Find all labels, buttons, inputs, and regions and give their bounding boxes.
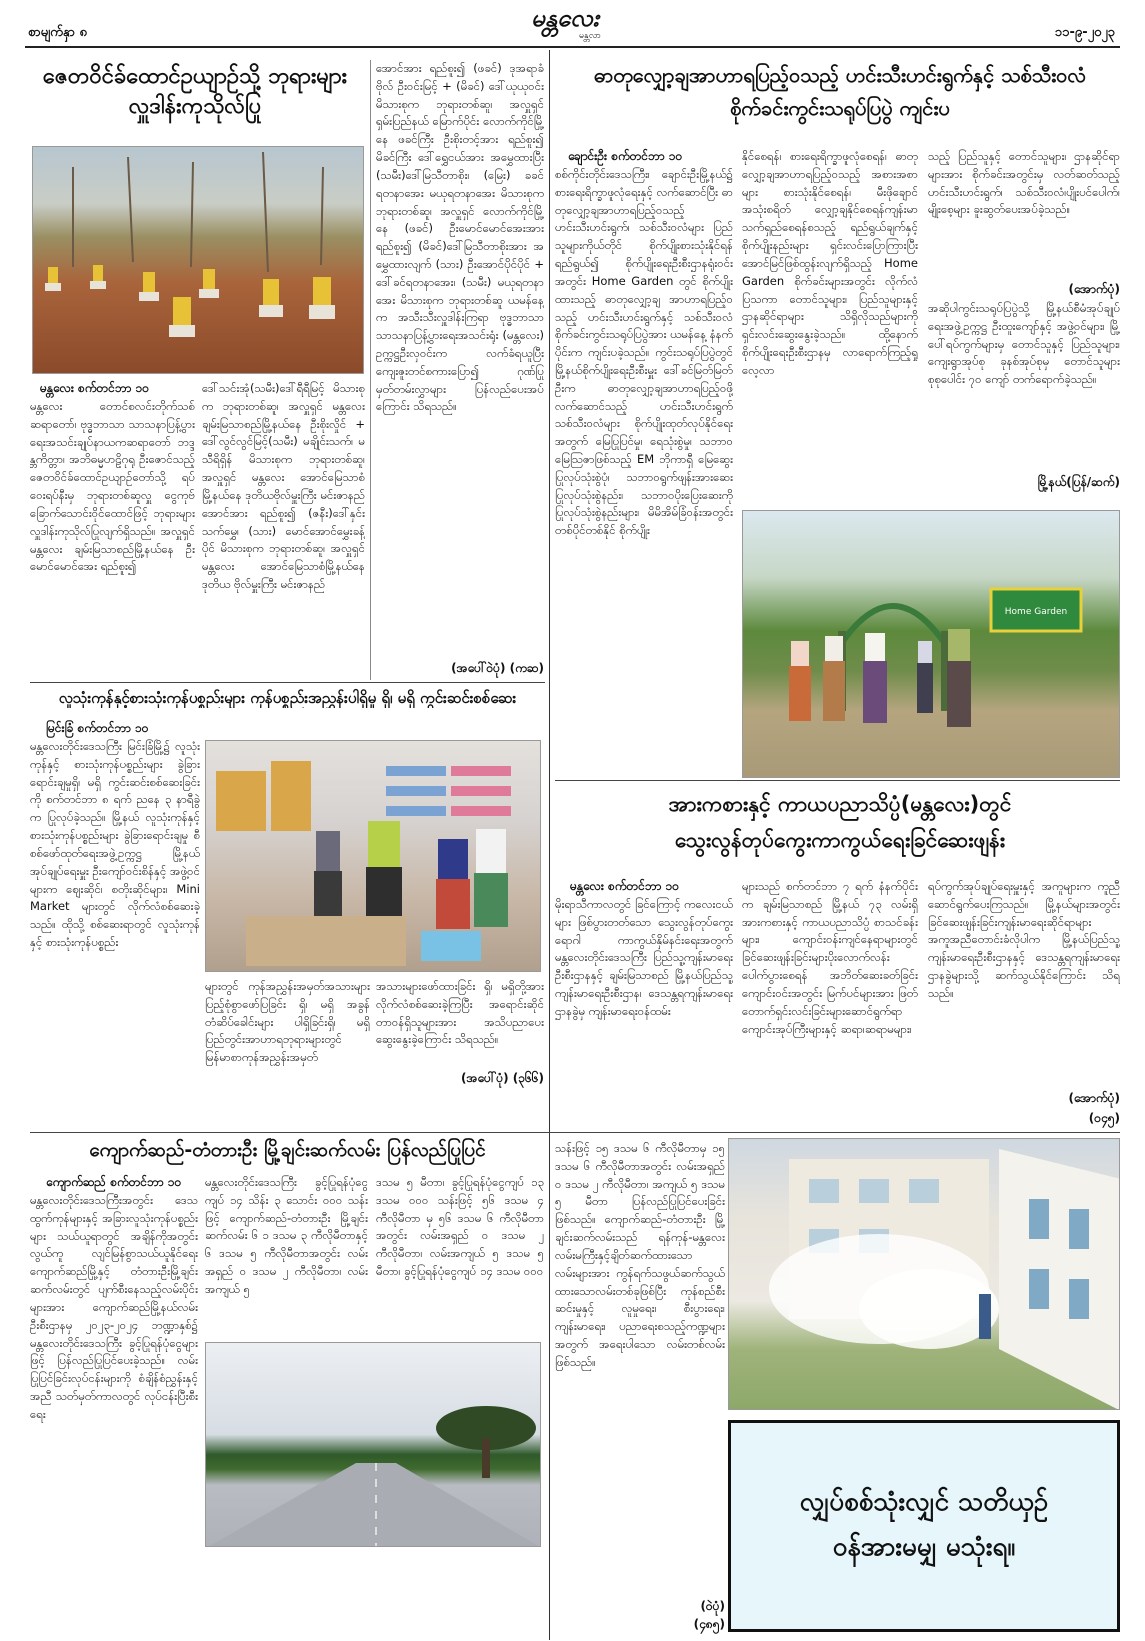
article5-credit: (ဝဲပုံ) [700, 1599, 725, 1613]
article3-credit: (အပေါ်ပုံ) (၃၆၆) [461, 1071, 544, 1085]
article1-credit: (အပေါ်ဝဲပုံ) (ကဆ) [451, 661, 544, 675]
notice-line2: ဝန်အားမမျှ မသုံးရ။ [832, 1532, 1016, 1562]
header-rule [25, 46, 1120, 48]
article2-headline-line1: ဓာတုလျှော့ချအာဟာရပြည့်ဝသည့် ဟင်းသီးဟင်းရွက်နှင့် သစ်သီးဝလံ [593, 63, 1087, 87]
notice-line1: လျှပ်စစ်သုံးလျှင် သတိယှဉ် [799, 1487, 1049, 1517]
masthead-subtitle: မန္တလာ [579, 31, 601, 41]
garden-sign-text: Home Garden [1004, 607, 1068, 617]
home-garden-photo [742, 510, 1120, 778]
article2-column3b: အဆိုပါကွင်းသရုပ်ပြပွဲသို့ မြို့နယ်စီမံအုပ်ချုပ်ရေးအဖွဲ့ဥက္ကဋ္ဌ ဦးထူးကျော်နှင့် အဖွဲ့ဝင်များ၊ မြို့ပေါ်ရပ်ကွက်များမှ တောင်သူနှင့် ပြည်သူများ၊ ကျေးရွာအုပ်စု ခုနစ်အုပ်စုမှ တောင်သူများ စုစုပေါင်း ၇၀ ကျော် တက်ရောက်ခဲ့သည်။ [928, 301, 1120, 387]
article4-code: (၀၄၅) [1088, 1111, 1120, 1125]
article1-headline: ဇေတဝိင်ခ်ထောင်ဥယျာဉ်သို့ ဘုရားများ လှူဒါန်းကုသိုလ်ပြု [42, 64, 348, 119]
article4-headline-line2: သွေးလွန်တုပ်ကွေးကာကွယ်ရေးခြင်ဆေးဖျန်း [674, 828, 1006, 852]
road-photo-art [206, 1343, 541, 1547]
article5-byline: ကျောက်ဆည် စက်တင်ဘာ ၁၀ [46, 1175, 182, 1189]
fogging-photo [728, 1138, 1120, 1410]
article3-column2: များတွင် ကုန်အညွှန်းအမှတ်အသားများ ပြည့်စုံစွာဖော်ပြခြင်း ရှိ၊ မရှိ အခွန်တံဆိပ်ခေါင်းများ ပါရှိခြင်းရှိ၊ မရှိ ပြည်တွင်းအာဟာရဘုရားများတွင် မြန်မာစာကုန်အညွှန်းအမှတ် [205, 979, 370, 1065]
article5-code: (၄၈၅) [693, 1617, 725, 1631]
article3-column3: အသားများဖော်ထားခြင်း ရှိ၊ မရှိတို့အား လိုက်လံစစ်ဆေးခဲ့ကြပြီး အရောင်းဆိုင်တာဝန်ရှိသူများအား အသိပညာပေးဆွေးနွေးခဲ့ကြောင်း သိရသည်။ [376, 979, 544, 1047]
article3-column1: မန္တလေးတိုင်းဒေသကြီး မြင်းခြံမြို့၌ လူသုံးကုန်နှင့် စားသုံးကုန်ပစ္စည်းများ ခွဲခြားရောင်းချမှုရှိ၊ မရှိ ကွင်းဆင်းစစ်ဆေးခြင်းကို စက်တင်ဘာ ၈ ရက် ညနေ ၃ နာရီခွဲက ပြုလုပ်ခဲ့သည်။ မြို့နယ် လူသုံးကုန်နှင့် စားသုံးကုန်ပစ္စည်းများ ခွဲခြားရောင်းချမှု စီစစ်ဖော်ထုတ်ရေးအဖွဲ့ဥက္ကဋ္ဌ မြို့နယ်အုပ်ချုပ်ရေးမှူး ဦးကျော်ဝင်းစိန်နှင့် အဖွဲ့ဝင်များက ဈေးဆိုင်၊ စတိုးဆိုင်များ၊ Mini Market များတွင် လိုက်လံစစ်ဆေးခဲ့သည်။ ထိုသို့ စစ်ဆေးရာတွင် လူသုံးကုန်နှင့် စားသုံးကုန်ပစ္စည်း [30, 739, 200, 949]
pagoda-photo-art [33, 147, 364, 374]
page-number: စာမျက်နှာ ၈ [28, 25, 87, 40]
article-divider-3 [30, 1132, 1120, 1133]
col-rule-1 [370, 60, 371, 680]
fogging-photo-art [729, 1139, 1120, 1410]
article5-column2: မန္တလေးတိုင်းဒေသကြီး ခွင့်ပြုရန်ပုံငွေကျပ် ၁၄ သိန်း ၃ သောင်း ၀၀၀ သန်းဖြင့် ကျောက်ဆည်-တံတားဦး မြို့ချင်းဆက်လမ်း ၆ ၁ ဒသမ ၃ ကီလိုမီတာနှင့် ၆ ဒသမ ၅ ကီလိုမီတာအတွင်း လမ်းအရှည် ၀ ဒသမ ၂ ကီလိုမီတာ၊ လမ်း အကျယ် ၅ [205, 1175, 368, 1296]
article3-byline: မြင်းခြံ စက်တင်ဘာ ၁၀ [46, 721, 149, 735]
article4-byline: မန္တလေး စက်တင်ဘာ ၁၀ [570, 879, 680, 893]
article5-column1: မန္တလေးတိုင်းဒေသကြီးအတွင်း ဒေသထွက်ကုန်များနှင့် အခြားလူသုံးကုန်ပစ္စည်းများ သယ်ယူရာတွင် အချိန်ကိုအတွင်း လွယ်ကူ လျင်မြန်စွာသယ်ယူနိုင်ရေး ကျောက်ဆည်မြို့နှင့် တံတားဦးမြို့ချင်းဆက်လမ်းတွင် ပျက်စီးနေသည့်လမ်းပိုင်းများအား ကျောက်ဆည်မြို့နယ်လမ်းဦးစီးဌာနမှ ၂၀၂၃-၂၀၂၄ ဘဏ္ဍာနှစ်၌ မန္တလေးတိုင်းဒေသကြီး ခွင့်ပြုရန်ပုံငွေများဖြင့် ပြန်လည်ပြုပြင်ပေးခဲ့သည်။ လမ်းပြုပြင်ခြင်းလုပ်ငန်းများကို စံချိန်စံညွှန်းနှင့်အညီ သတ်မှတ်ကာလတွင် လုပ်ငန်းပြီးစီးရေး [30, 1193, 198, 1421]
store-inspection-photo [205, 740, 541, 972]
article-divider-2 [555, 780, 1120, 781]
masthead-title: မန္တလေး [531, 4, 599, 32]
col-rule-2 [549, 50, 550, 1640]
article1-column3: အောင်အား ရည်စူး၍ (ဖခင်) ဒုအရာခံဗိုလ် ဦးဝင်းမြင့် + (မိခင်) ဒေါ်ယုယုဝင်း မိသားစုက ဘုရားတစ်ဆူ၊ အလှူရှင် ရှမ်းပြည်နယ် မြောက်ပိုင်း လောက်ကိုင်မြို့နေ ဖခင်ကြီး ဦးစိုးတင့်အား ရည်စူး၍ မိခင်ကြီး ဒေါ်ရွှေငယ်အား အမွှေထားပြီး (သမီး)ဒေါ်မြသီတာစိုး၊ (မြေး) ခခင်ရတနာအေး မယုရတနာအေး မိသားစုက ဘုရားတစ်ဆူ၊ အလှူရှင် လောက်ကိုင်မြို့နေ (ဖခင်) ဦးမောင်မောင်အေးအား ရည်စူး၍ (မိခင်)ဒေါ်မြသီတာစိုးအား အမွှေထားလျက် (သား) ဦးအောင်ပိုင်ပိုင် + ဒေါ်ခင်ရတနာအေး၊ (သမီး) မယုရတနာအေး မိသားစုက ဘုရားတစ်ဆူ ယမန်နေ့က အသီးသီးလှူဒါန်းကြရာ ဗုဒ္ဓဘာသာသာသနာပြန့်ပွားရေးအသင်းရုံး (မန္တလေး) ဥက္ကဋ္ဌဦးလှဝင်းက လက်ခံရယူပြီး ကျေးဇူးတင်စကားပြော၍ ဂုဏ်ပြုမှတ်တမ်းလွှာများ ပြန်လည်ပေးအပ်ကြောင်း သိရသည်။ [376, 61, 544, 414]
article1-column2: ဒေါ်သင်းအုံ(သမီး)ဒေါ်ရီရီမြင့် မိသားစုက ဘုရားတစ်ဆူ၊ အလှူရှင် မန္တလေး ချမ်းမြသာစည်မြို့နယ်နေ ဦးစိုးလှိုင် + ဒေါ်လွင်လွင်မြင့်(သမီး) မချိုင်းသက်၊ မသီရိရှိန် မိသားစုက ဘုရားတစ်ဆူ၊ အလှူရှင် မန္တလေး အောင်မြေသာစံမြို့နယ်နေ ဒုတိယဗိုလ်မှူးကြီး မင်းဇာနည်အောင်အား ရည်စူး၍ (ဇနီး)ဒေါ်နှင်းသက်မွှေ၊ (သား) မောင်အောင်မွှေးခန့်ပိုင် မိသားစုက ဘုရားတစ်ဆူ၊ အလှူရှင် မန္တလေး အောင်မြေသာစံမြို့နယ်နေ ဒုတိယ ဗိုလ်မှူးကြီး မင်းဇာနည် [202, 381, 365, 591]
masthead [500, 6, 630, 43]
article2-column1: စစ်ကိုင်းတိုင်းဒေသကြီး၊ ချောင်းဦးမြို့နယ်၌ စားရေးရိက္ခာဖူလုံရေးနှင့် လက်ဆောင်ပြီး ဓာတုလျှော့ချအာဟာရပြည့်ဝသည့် ဟင်းသီးဟင်းရွက်၊ သစ်သီးဝလံများ ပြည်သူများကိုယ်တိုင် စိုက်ပျိုးစားသုံးနိုင်ရန် ရည်ရွယ်၍ စိုက်ပျိုးရေးဦးစီးဌာနရုံးဝင်းအတွင်း Home Garden တွင် စိုက်ပျိုးထားသည့် ဓာတုလျှော့ချ အာဟာရပြည့်ဝသည့် ဟင်းသီးဟင်းရွက်နှင့် သစ်သီးဝလံစိုက်ခင်းကွင်းသရုပ်ပြပွဲအား ယမန်နေ့ နံနက်ပိုင်းက ကျင်းပခဲ့သည်။ ကွင်းသရုပ်ပြပွဲတွင် မြို့နယ်စိုက်ပျိုးရေးဦးစီးမှူး ဒေါ်ခင်မြတ်မြတ်ဦးက ဓာတုလျှော့ချအာဟာရပြည့်ဝဖို့ လက်ဆောင်သည့် ဟင်းသီးဟင်းရွက်သစ်သီးဝလံများ စိုက်ပျိုးထုတ်လုပ်နိုင်ရေးအတွက် မြေပြုပြင်မှု၊ ရေသုံးစွဲမှု၊ သဘာဝမြေဩဇာဖြစ်သည့် EM ဘိုကာရှီ မြေဆွေးပြုလုပ်သုံးစွဲပုံ၊ သဘာဝရွက်ဖျန်းအားဆေး ပြုလုပ်သုံးစွဲနည်း၊ သဘာဝပိုးပြေးဆေးကို ပြုလုပ်သုံးစွဲနည်းများ၊ မိမိအိမ်ခြံဝန်းအတွင်း တစ်ပိုင်တစ်နိုင် စိုက်ပျိုး [555, 167, 733, 538]
article4-headline-line1: အားကစားနှင့် ကာယပညာသိပ္ပံ(မန္တလေး)တွင် [668, 792, 1012, 816]
article2-column2: နိုင်စေရန်၊ စားရေးရိက္ခာဖူလုံစေရန်၊ ဓာတုလျှော့ချအာဟာရပြည့်ဝသည့် အစားအစာများ စားသုံးနိုင်စေရန်၊ မီးဖိုချောင်အသုံးစရိတ် လျှော့ချနိုင်စေရန်ကျန်းမာသက်ရှည်စေရန်စသည့် ရည်ရွယ်ချက်နှင့် စိုက်ပျိုးနည်းများ ရှင်းလင်းပြောကြားပြီး အောင်မြင်ဖြစ်ထွန်းလျက်ရှိသည့် Home Garden စိုက်ခင်းများအတွင်း လိုက်လံပြသကာ တောင်သူများ၊ ပြည်သူများနှင့် ဌာနဆိုင်ရာများ သိရှိလိုသည်များကို ရှင်းလင်းဆွေးနွေးခဲ့သည်။ ထို့နောက် စိုက်ပျိုးရေးဦးစီးဌာနမှ လာရောက်ကြည့်ရှုလေ့လာ [742, 149, 918, 377]
article1-byline: မန္တလေး စက်တင်ဘာ ၁၀ [40, 381, 150, 395]
electricity-safety-notice [728, 1420, 1120, 1632]
article4-credit: (အောက်ပုံ) [1068, 1091, 1120, 1105]
article5-column3: ဒသမ ၅ မီတာ၊ ခွင့်ပြုရန်ပုံငွေကျပ် ၁၃ ဒသမ ၀၀၀ သန်းဖြင့် ၅၆ ဒသမ ၄ ကီလိုမီတာ မှ ၅၆ ဒသမ ၆ ကီလိုမီတာအတွင်း လမ်းအရှည် ၀ ဒသမ ၂ ကီလိုမီတာ၊ လမ်းအကျယ် ၅ ဒသမ ၅ မီတာ၊ ခွင့်ပြုရန်ပုံငွေကျပ် ၁၄ ဒသမ ၀၀၀ [376, 1175, 544, 1279]
article2-headline-line2: စိုက်ခင်းကွင်းသရုပ်ပြပွဲ ကျင်းပ [730, 96, 950, 120]
article1-column1: မန္တလေး တောင်စလင်းတိုက်သစ်ဆရာတော်၊ ဗုဒ္ဓဘာသာ သာသနာပြန့်ပွားရေးအသင်းချုပ်နာယကဆရာတော် ဘဒ္ဒန္တကိတ္တာ၊ အဘိဓမ္မပာဠိဂုရု ဦးဇောင်သည့် ဇေတဝိင်ခ်ထောင်ဥယျာဉ်တော်သို့ ရပ်ဝေးရပ်နီးမှ ဘုရားတစ်ဆူလှူ ငွေကုဗ်ခြောက်သောင်းဝိုင်ထောင်ဖြင့် ဘုရားများ လှူဒါန်းကုသိုလ်ပြုလျက်ရှိသည်။ အလှူရှင် မန္တလေး ချမ်းမြသာစည်မြို့နယ်နေ ဦးမောင်မောင်အေး ရည်စူး၍ [30, 399, 195, 574]
article5-headline: ကျောက်ဆည်-တံတားဦး မြို့ချင်းဆက်လမ်း ပြန်လည်ပြုပြင် [89, 1139, 486, 1161]
article4-column3: ရပ်ကွက်အုပ်ချုပ်ရေးမှူးနှင့် အကူများက ကူညီဆောင်ရွက်ပေးကြသည်။ မြို့နယ်များအတွင်း ခြင်ဆေးဖျန်းခြင်းကျန်းမာရေးဆိုင်ရာများ အကူအညီတောင်းခံလိုပါက မြို့နယ်ပြည်သူ့ကျန်းမာရေးဦးစီးဌာနနှင့် ဒေသန္တရကျန်းမာရေးဌာနခွဲများသို့ ဆက်သွယ်နိုင်ကြောင်း သိရသည်။ [928, 879, 1120, 1000]
issue-date: ၁၁-၉-၂၀၂၃ [1054, 25, 1115, 40]
store-inspection-photo-art [206, 741, 541, 972]
article2-column3: သည့် ပြည်သူနှင့် တောင်သူများ၊ ဌာနဆိုင်ရာများအား စိုက်ခင်းအတွင်းမှ လတ်ဆတ်သည့် ဟင်းသီးဟင်းရွက်၊ သစ်သီးဝလံ၊ပျိုးပင်ပေါက်၊ မျိုးစေ့များ ခူးဆွတ်ပေးအပ်ခဲ့သည်။ [928, 149, 1120, 217]
home-garden-photo-art [743, 511, 1120, 778]
article4-column2: များသည် စက်တင်ဘာ ၇ ရက် နံနက်ပိုင်းက ချမ်းမြသာစည် မြို့နယ် ၇၃ လမ်းရှိ အားကစားနှင့် ကာယပညာသိပ္ပံ စာသင်ခန်းများ၊ ကျောင်းဝန်းကျင်နေရာများတွင် ခြင်ဆေးဖျန်းခြင်းများပိုးလောက်လန်းပေါက်ပွားစေရန် အဘိတ်ဆေးခတ်ခြင်းကျောင်းဝင်းအတွင်း မြက်ပင်များအား ဖြတ်တောက်ရှင်းလင်းခြင်းများဆောင်ရွက်ရာ ကျောင်းအုပ်ကြီးများနှင့် ဆရာ၊ဆရာမများ၊ [742, 879, 918, 1036]
article-divider-1 [30, 682, 545, 683]
article4-column1: မိုးရာသီကာလတွင် ခြင်ကြောင့် ကလေးငယ်များ ဖြစ်ပွားတတ်သော သွေးလွန်တုပ်ကွေးရောဂါ ကာကွယ်နှိမ်နင်းရေးအတွက် မန္တလေးတိုင်းဒေသကြီး ပြည်သူ့ကျန်းမာရေးဦးစီးဌာနနှင့် ချမ်းမြသာစည် မြို့နယ်ပြည်သူ့ကျန်းမာရေးဦးစီးဌာန၊ ဒေသန္တရကျန်းမာရေးဌာနခွဲမှ ကျန်းမာရေးဝန်ထမ်း [555, 897, 733, 1018]
article3-headline: လူသုံးကုန်နှင့်စားသုံးကုန်ပစ္စည်းများ ကုန်ပစ္စည်းအညွှန်းပါရှိမှု ရှိ၊ မရှိ ကွင်းဆင်းစစ်ဆေး [58, 689, 517, 707]
article2-byline: ချောင်းဦး စက်တင်ဘာ ၁၀ [568, 149, 683, 163]
article2-credit: မြို့နယ်(ပြန်/ဆက်) [1037, 475, 1120, 489]
article2-credit-mid: (အောက်ပုံ) [1068, 282, 1120, 296]
article5-column4: သန်းဖြင့် ၁၅ ဒသမ ၆ ကီလိုမီတာမှ ၁၅ ဒသမ ၆ ကီလိုမီတာအတွင်း လမ်းအရှည် ၀ ဒသမ ၂ ကီလိုမီတာ၊ အကျယ် ၅ ဒသမ ၅ မီတာ ပြန်လည်ပြုပြင်ပေးခြင်းဖြစ်သည်။ ကျောက်ဆည်-တံတားဦး မြို့ချင်းဆက်လမ်းသည် ရန်ကုန်-မန္တလေးလမ်းမကြီးနှင့်ချိတ်ဆက်ထားသော လမ်းများအား ကွန်ရက်သဖွယ်ဆက်သွယ်ထားသောလမ်းတစ်ခုဖြစ်ပြီး ကုန်စည်စီးဆင်းမှုနှင့် လူမှုရေး၊ စီးပွားရေး၊ ကျန်းမာရေး၊ ပညာရေးစသည့်ကဏ္ဍများအတွက် အရေးပါသော လမ်းတစ်လမ်းဖြစ်သည်။ [555, 1141, 725, 1369]
pagoda-photo [32, 146, 364, 374]
road-photo [205, 1342, 541, 1547]
